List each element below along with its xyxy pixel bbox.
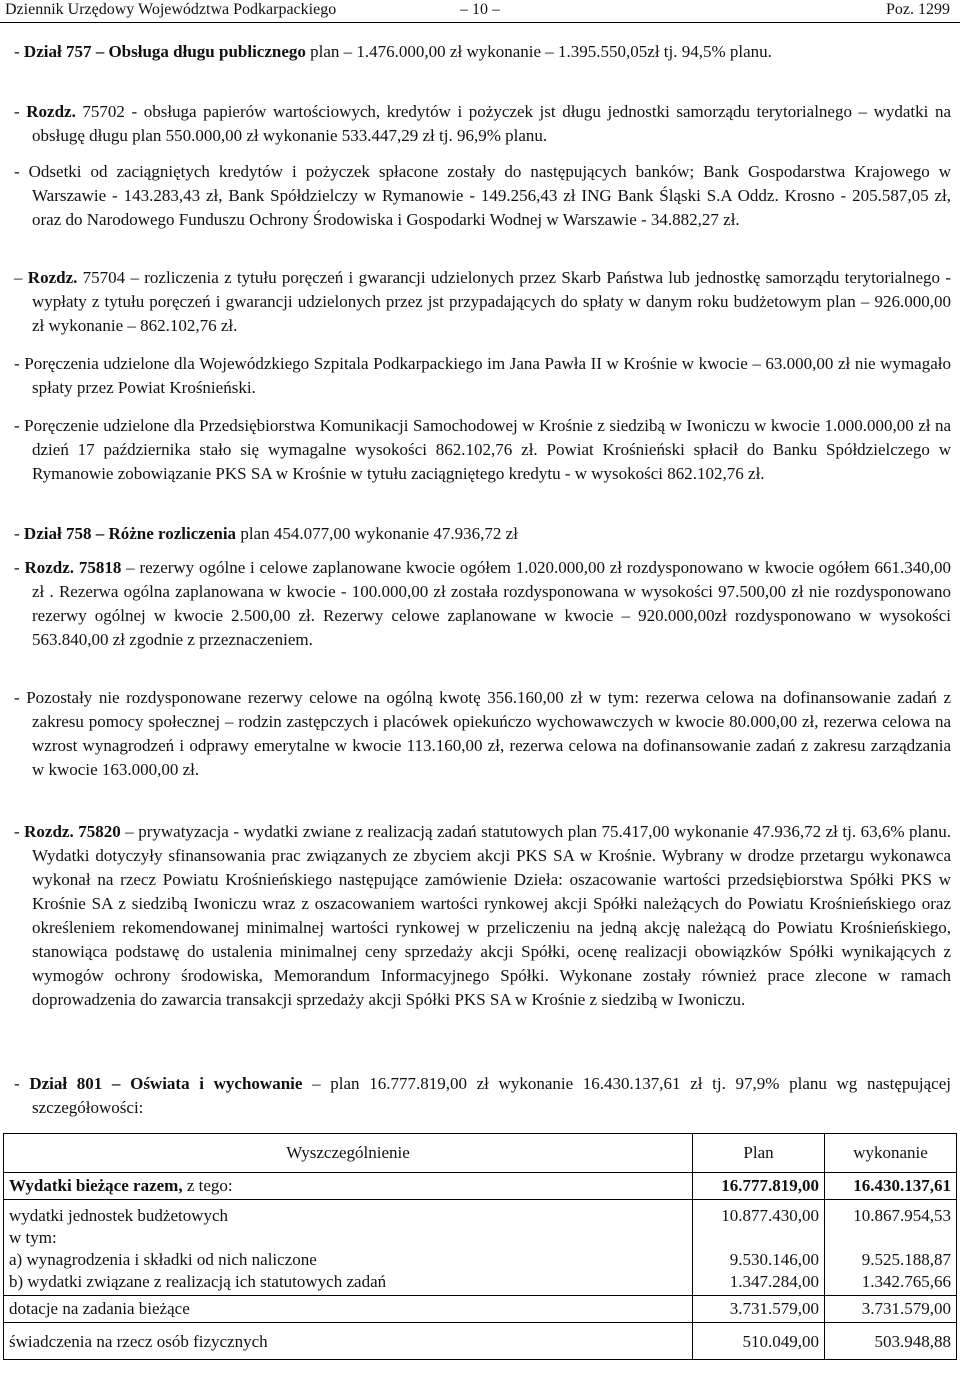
paragraph-rezerwy-celowe: - Pozostały nie rozdysponowane rezerwy celowe na ogólną kwotę 356.160,00 zł w tym: rezerwa celowa na dofinansowanie zadań z zakresu pomocy społecznej – rodzin zastępczych i placówek opiekuńczo wychowawczych w kwocie 80.000,00 zł, rezerwa celowa na wzrost wynagrodzeń i odprawy emerytalne w kwocie 113.160,00 zł, rezerwa celowa na dofinansowanie zadań z zakresu zarządzania w kwocie 163.000,00 zł. (14, 688, 951, 779)
paragraph-dzial-757: - Dział 757 – Obsługa długu publicznego plan – 1.476.000,00 zł wykonanie – 1.395.550,05zł tj. 94,5% planu. (14, 42, 772, 61)
row-execution: 10.867.954,53 9.525.188,87 1.342.765,66 (825, 1200, 957, 1296)
header-rule (0, 22, 960, 23)
table-row (4, 1296, 957, 1323)
paragraph-poreczenie-pks: - Poręczenie udzielone dla Przedsiębiorstwa Komunikacji Samochodowej w Krośnie z siedzibą w Iwoniczu w kwocie 1.000.000,00 zł na dzień 17 października stało się wymagalne wysokości 862.102,76 zł. Powiat Krośnieński spłacił do Banku Spółdzielczego w Rymanowie zobowiązanie PKS SA w Krośnie w tytułu zaciągniętego kredytu - w wysokości 862.102,76 zł. (14, 416, 951, 483)
row-label: dotacje na zadania bieżące (4, 1296, 693, 1323)
position-number: Poz. 1299 (886, 1, 950, 18)
table-row (4, 1173, 957, 1200)
paragraph-odsetki: - Odsetki od zaciągniętych kredytów i pożyczek spłacone zostały do następujących banków; Bank Gospodarstwa Krajowego w Warszawie - 143.283,43 zł, Bank Spółdzielczy w Rymanowie - 149.256,43 zł ING Bank Śląski S.A Oddz. Krosno - 205.587,05 zł, oraz do Narodowego Funduszu Ochrony Środowiska i Gospodarki Wodnej w Warszawie - 34.882,27 zł. (14, 162, 951, 229)
row-execution: 3.731.579,00 (825, 1296, 957, 1323)
page-number: – 10 – (460, 1, 500, 18)
paragraph-rozdz-75820: - Rozdz. 75820 – prywatyzacja - wydatki zwiane z realizacją zadań statutowych plan 75.417,00 wykonanie 47.936,72 zł tj. 63,6% planu. Wydatki dotyczyły sfinansowania prac związanych ze zbyciem akcji PKS SA w Krośnie. Wybrany w drodze przetargu wykonawca wykonał na rzecz Powiatu Krośnieńskiego następujące zamówienie Dzieła: oszacowanie wartości przedsiębiorstwa Spółki PKS w Krośnie SA z siedzibą Iwoniczu wraz z oszacowaniem wartości rynkowej akcji Spółki należących do Powiatu Krośnieńskiego oraz określeniem rekomendowanej minimalnej wartości rynkowej w przeliczeniu na jedną akcję należącą do Powiatu Krośnieńskiego, stanowiąca podstawę do ustalenia minimalnej ceny sprzedaży akcji Spółki, ocenę realizacji obowiązków Spółki wynikających z wymogów ochrony środowiska, Memorandum Informacyjnego Spółki. Wykonane zostały również prace zlecone w ramach doprowadzenia do zawarcia transakcji sprzedaży akcji Spółki PKS SA w Krośnie z siedzibą w Iwoniczu. (14, 822, 951, 1009)
row-label: Wydatki bieżące razem, z tego: (4, 1173, 693, 1200)
table-row (4, 1323, 957, 1360)
header-description: Wyszczególnienie (4, 1134, 693, 1173)
row-plan: 10.877.430,00 9.530.146,00 1.347.284,00 (693, 1200, 825, 1296)
paragraph-rozdz-75818: - Rozdz. 75818 – rezerwy ogólne i celowe zaplanowane kwocie ogółem 1.020.000,00 zł rozdysponowano w kwocie ogółem 661.340,00 zł . Rezerwa ogólna zaplanowana w kwocie - 100.000,00 zł została rozdysponowana w wysokości 97.500,00 zł nie rozdysponowano rezerwy ogólnej w kwocie 2.500,00 zł. Rezerwy celowe zaplanowane w kwocie – 920.000,00zł rozdysponowano w wysokości 563.840,00 zł zgodnie z przeznaczeniem. (14, 558, 951, 649)
row-plan: 3.731.579,00 (693, 1296, 825, 1323)
paragraph-rozdz-75704: – Rozdz. 75704 – rozliczenia z tytułu poręczeń i gwarancji udzielonych przez Skarb Państwa lub jednostkę samorządu terytorialnego - wypłaty z tytułu poręczeń i gwarancji udzielonych przez jst przypadających do spłaty w danym roku budżetowym plan – 926.000,00 zł wykonanie – 862.102,76 zł. (14, 268, 951, 335)
paragraph-poreczenia-szpital: - Poręczenia udzielone dla Wojewódzkiego Szpitala Podkarpackiego im Jana Pawła II w Krośnie w kwocie – 63.000,00 zł nie wymagało spłaty przez Powiat Krośnieński. (14, 354, 951, 397)
row-execution: 16.430.137,61 (825, 1173, 957, 1200)
paragraph-dzial-758: - Dział 758 – Różne rozliczenia plan 454.077,00 wykonanie 47.936,72 zł (14, 524, 518, 543)
header-plan: Plan (693, 1134, 825, 1173)
education-expenses-table (3, 1133, 957, 1360)
paragraph-rozdz-75702: - Rozdz. 75702 - obsługa papierów wartościowych, kredytów i pożyczek jst długu jednostki samorządu terytorialnego – wydatki na obsługę długu plan 550.000,00 zł wykonanie 533.447,29 zł tj. 96,9% planu. (14, 102, 951, 145)
table-header-row (4, 1134, 957, 1173)
page-header (0, 0, 960, 22)
row-execution: 503.948,88 (825, 1323, 957, 1360)
row-label: świadczenia na rzecz osób fizycznych (4, 1323, 693, 1360)
table-row (4, 1200, 957, 1296)
header-execution: wykonanie (825, 1134, 957, 1173)
row-plan: 16.777.819,00 (693, 1173, 825, 1200)
paragraph-dzial-801: - Dział 801 – Oświata i wychowanie – plan 16.777.819,00 zł wykonanie 16.430.137,61 zł tj. 97,9% planu wg następującej szczegółowości: (14, 1074, 951, 1117)
row-label: wydatki jednostek budżetowych w tym: a) wynagrodzenia i składki od nich naliczone b) wydatki związane z realizacją ich statutowych zadań (4, 1200, 693, 1296)
row-plan: 510.049,00 (693, 1323, 825, 1360)
journal-title: Dziennik Urzędowy Województwa Podkarpackiego (5, 1, 337, 18)
